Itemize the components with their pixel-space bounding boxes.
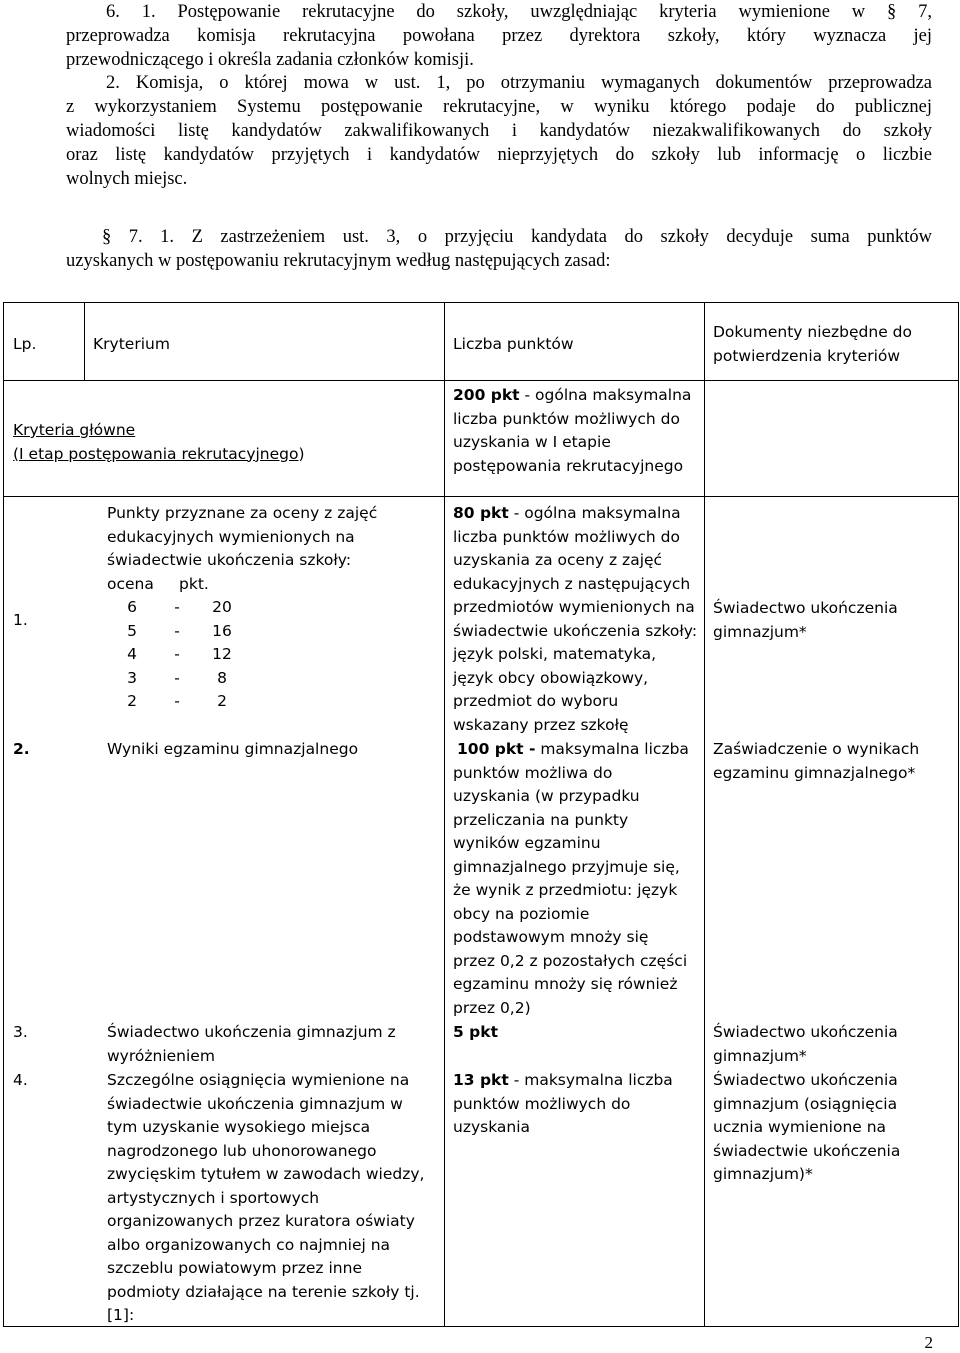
table-rule — [444, 303, 445, 1326]
points-value: 200 pkt — [453, 386, 520, 404]
paragraph-line: przeprowadza komisja rekrutacyjna powołana przez dyrektora szkoły, który wyznacza jej — [66, 26, 932, 46]
grade-row: 3 - 8 — [127, 668, 227, 687]
scores-header-ocena: ocena — [107, 574, 154, 593]
points-description: - ogólna maksymalna liczba punktów możliwych do uzyskania w I etapie postępowania rekrutacyjnego — [453, 386, 692, 475]
paragraph-6-1 — [66, 0, 932, 72]
header-lp: Lp. — [13, 335, 37, 353]
row2-points — [453, 738, 693, 1020]
table-rule — [704, 303, 705, 1326]
main-criteria-points — [453, 384, 693, 478]
main-criteria-close: ) — [298, 444, 305, 463]
row2-kryterium: Wyniki egzaminu gimnazjalnego — [107, 740, 359, 758]
row3-dokumenty: Świadectwo ukończenia gimnazjum* — [713, 1023, 898, 1065]
paragraph-line: oraz listę kandydatów przyjętych i kandydatów nieprzyjętych do szkoły lub informację o liczbie — [66, 145, 932, 165]
row2-dokumenty: Zaświadczenie o wynikach egzaminu gimnazjalnego* — [713, 740, 920, 782]
points-description: - maksymalna liczba punktów możliwych do uzyskania — [453, 1071, 673, 1136]
header-kryterium: Kryterium — [93, 335, 170, 353]
paragraph-line: 6. 1. Postępowanie rekrutacyjne do szkoły, uwzględniając kryteria wymienione w § 7, — [106, 2, 932, 22]
row2-lp: 2. — [13, 740, 30, 758]
grade-row: 4 - 12 — [127, 645, 232, 663]
row4-points — [453, 1069, 688, 1140]
row1-kryterium-text: Punkty przyznane za oceny z zajęć edukacyjnych wymienionych na świadectwie ukończenia szkoły: — [107, 504, 378, 569]
grade-row: 2 - 2 — [127, 692, 227, 710]
paragraph-7-1 — [66, 225, 932, 273]
points-description: - ogólna maksymalna liczba punktów możliwych do uzyskania za oceny z zajęć edukacyjnych z następujących przedmiotów wymienionych na świadectwie ukończenia szkoły: język polski, matematyka, język obcy obowiązkowy, przedmiot do wyboru wskazany przez szkołę — [453, 504, 698, 734]
row3-points: 5 pkt — [453, 1023, 498, 1041]
criteria-table — [3, 302, 959, 1327]
main-criteria-title — [13, 419, 433, 466]
points-description: maksymalna liczba punktów możliwa do uzyskania (w przypadku przeliczania na punkty wyników egzaminu gimnazjalnego przyjmuje się, że wynik z przedmiotu: język obcy na poziomie podstawowym mnoży się przez 0,2 z pozostałych części egzaminu mnoży się również przez 0,2) — [453, 740, 689, 1017]
row4-lp: 4. — [13, 1071, 28, 1089]
row1-lp: 1. — [13, 611, 28, 629]
grade-row: 6 - 20 — [127, 598, 232, 616]
header-dokumenty: Dokumenty niezbędne do potwierdzenia kryteriów — [713, 323, 913, 365]
grade-points-list — [107, 573, 407, 714]
main-criteria-line: (I etap postępowania rekrutacyjnego — [13, 444, 299, 463]
paragraph-line: uzyskanych w postępowaniu rekrutacyjnym według następujących zasad: — [66, 251, 611, 271]
table-rule — [4, 380, 958, 381]
row1-dokumenty: Świadectwo ukończenia gimnazjum* — [713, 599, 898, 641]
grade-row: 5 - 16 — [127, 621, 232, 640]
points-value: 80 pkt — [453, 504, 509, 522]
header-liczba-punktow: Liczba punktów — [453, 335, 574, 353]
row3-kryterium: Świadectwo ukończenia gimnazjum z wyróżnieniem — [107, 1023, 396, 1065]
paragraph-line: wiadomości listę kandydatów zakwalifikowanych i kandydatów niezakwalifikowanych do szkoły — [66, 121, 932, 141]
paragraph-line: § 7. 1. Z zastrzeżeniem ust. 3, o przyjęciu kandydata do szkoły decyduje suma punktów — [102, 227, 932, 247]
main-criteria-line: Kryteria główne — [13, 421, 136, 439]
paragraph-6-2 — [66, 71, 932, 191]
row1-points — [453, 502, 698, 737]
paragraph-line: wolnych miejsc. — [66, 169, 188, 189]
row4-kryterium: Szczególne osiągnięcia wymienione na świadectwie ukończenia gimnazjum w tym uzyskanie wysokiego miejsca nagrodzonego lub uhonorowanego zwycięskim tytułem w zawodach wiedzy, artystycznych i sportowych organizowanych przez kuratora oświaty albo organizowanych co najmniej na szczeblu powiatowym przez inne podmioty działające na terenie szkoły tj. [1]: — [107, 1071, 425, 1324]
scores-header-pkt: pkt. — [179, 574, 209, 593]
row3-lp: 3. — [13, 1023, 28, 1041]
points-value: 13 pkt — [453, 1071, 509, 1089]
row1-kryterium — [107, 502, 407, 714]
row4-dokumenty: Świadectwo ukończenia gimnazjum (osiągnięcia ucznia wymienione na świadectwie ukończenia gimnazjum)* — [713, 1071, 901, 1183]
paragraph-line: przewodniczącego i określa zadania członków komisji. — [66, 50, 474, 70]
table-rule — [84, 303, 85, 381]
paragraph-line: 2. Komisja, o której mowa w ust. 1, po otrzymaniu wymaganych dokumentów przeprowadza — [106, 73, 932, 93]
page-number: 2 — [924, 1333, 933, 1352]
points-value: 100 pkt - — [457, 740, 536, 758]
paragraph-line: z wykorzystaniem Systemu postępowanie rekrutacyjne, w wyniku którego podaje do publicznej — [66, 97, 932, 117]
table-rule — [4, 496, 958, 497]
